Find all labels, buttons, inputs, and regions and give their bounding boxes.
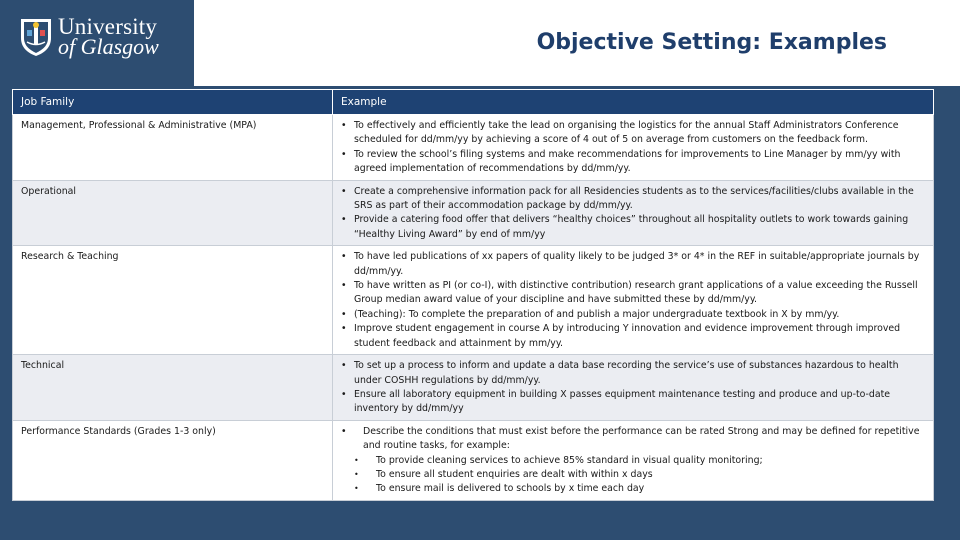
example-sub-bullet: • To ensure all student enquiries are dealt with within x days [351,468,925,482]
job-family-cell: Technical [13,355,333,421]
table-row [13,115,934,181]
university-logo [0,0,195,74]
crest-icon [18,16,54,58]
table-row [13,246,934,355]
example-bullet: • To review the school’s filing systems and make recommendations for improvements to Line Manager by mm/yy with agreed implementation of recommendations by dd/mm/yy. [341,148,925,177]
table-row [13,355,934,421]
example-bullet: • (Teaching): To complete the preparation of and publish a major undergraduate textbook in X by mm/yy. [341,308,925,322]
example-bullet: • To effectively and efficiently take the lead on organising the logistics for the annual Staff Administrators Conference scheduled for dd/mm/yy by achieving a score of 4 out of 5 on average from customers on the feedback form. [341,119,925,148]
example-bullet: • Create a comprehensive information pack for all Residencies students as to the services/facilities/clubs available in the SRS as part of their accommodation package by dd/mm/yy. [341,185,925,214]
objectives-table-container [12,89,933,501]
objectives-table [12,89,934,501]
performance-standards-intro: • Describe the conditions that must exist before the performance can be rated Strong and may be defined for repetitive and routine tasks, for example: [341,425,925,454]
example-sub-bullet: • To ensure mail is delivered to schools by x time each day [351,482,925,496]
example-sub-bullet: • To provide cleaning services to achieve 85% standard in visual quality monitoring; [351,454,925,468]
example-bullet: • To set up a process to inform and update a data base recording the service’s use of substances hazardous to health under COSHH regulations by dd/mm/yy. [341,359,925,388]
table-header-row [13,90,934,115]
example-bullet: • Ensure all laboratory equipment in building X passes equipment maintenance testing and produce and up-to-date inventory by dd/mm/yy [341,388,925,417]
table-row [13,180,934,246]
header-job-family: Job Family [13,90,333,115]
example-cell [333,355,934,421]
example-cell [333,180,934,246]
title-bar [194,0,960,86]
job-family-cell: Performance Standards (Grades 1-3 only) [13,420,333,500]
example-cell [333,246,934,355]
example-bullet: • Provide a catering food offer that delivers “healthy choices” throughout all hospitality outlets to work towards gaining “Healthy Living Award” by end of mm/yy [341,213,925,242]
job-family-cell: Management, Professional & Administrative (MPA) [13,115,333,181]
logo-line-1: University [58,14,158,39]
job-family-cell: Research & Teaching [13,246,333,355]
slide-title: Objective Setting: Examples [536,30,887,55]
example-bullet: • To have led publications of xx papers of quality likely to be judged 3* or 4* in the REF in suitable/appropriate journals by dd/mm/yy. [341,250,925,279]
logo-line-2: of Glasgow [58,34,159,59]
job-family-cell: Operational [13,180,333,246]
header-example: Example [333,90,934,115]
example-cell [333,115,934,181]
example-bullet: • To have written as PI (or co-I), with distinctive contribution) research grant applications of a value exceeding the Russell Group median award value of your discipline and have submitted these by dd/mm/yy. [341,279,925,308]
example-cell [333,420,934,500]
example-bullet: • Improve student engagement in course A by introducing Y innovation and evidence improvement through improved student feedback and attainment by mm/yy. [341,322,925,351]
table-row [13,420,934,500]
